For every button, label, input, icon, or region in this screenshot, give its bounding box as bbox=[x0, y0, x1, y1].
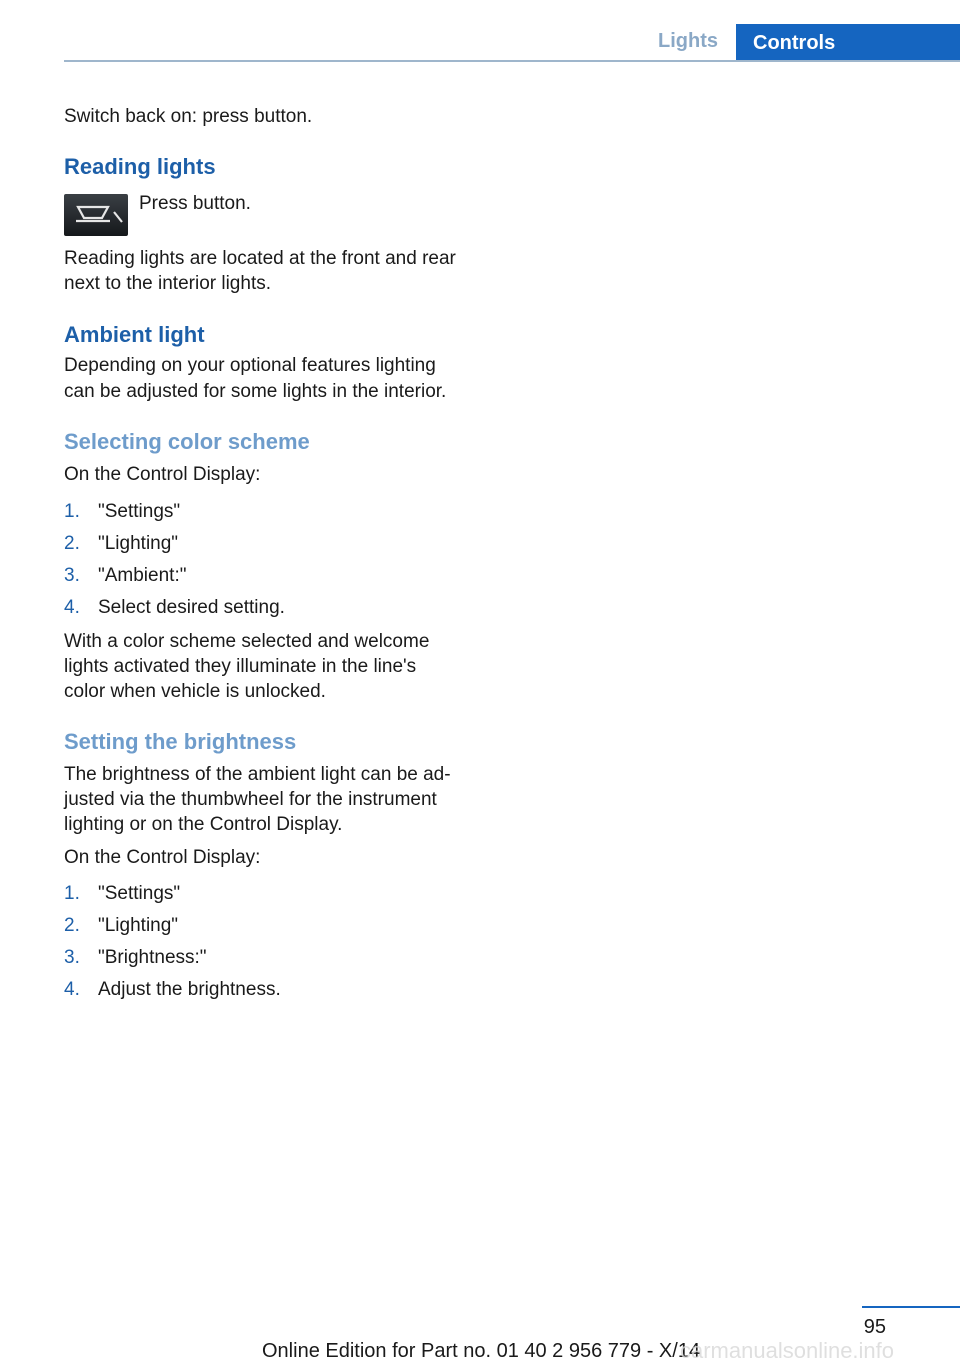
brightness-body-2: justed via the thumbwheel for the instrument bbox=[64, 789, 437, 810]
brightness-body-3: lighting or on the Control Display. bbox=[64, 814, 343, 835]
color-step-3-number: 3. bbox=[64, 565, 80, 586]
brightness-step-4-text: Adjust the brightness. bbox=[98, 979, 281, 1000]
reading-lights-instruction: Press button. bbox=[139, 193, 251, 214]
color-step-2-text: "Lighting" bbox=[98, 533, 179, 554]
brightness-step-1-text: "Settings" bbox=[98, 883, 181, 904]
color-scheme-heading: Selecting color scheme bbox=[64, 429, 310, 454]
reading-lights-body-2: next to the interior lights. bbox=[64, 273, 271, 294]
brightness-step-2-number: 2. bbox=[64, 915, 80, 936]
reading-lights-heading: Reading lights bbox=[64, 154, 216, 179]
ambient-light-heading: Ambient light bbox=[64, 322, 205, 347]
color-scheme-intro: On the Control Display: bbox=[64, 464, 261, 485]
color-step-4-number: 4. bbox=[64, 597, 80, 618]
color-step-1-text: "Settings" bbox=[98, 501, 181, 522]
color-scheme-note-2: lights activated they illuminate in the line's bbox=[64, 656, 417, 677]
color-step-3-text: "Ambient:" bbox=[98, 565, 187, 586]
brightness-step-3-number: 3. bbox=[64, 947, 80, 968]
color-step-1-number: 1. bbox=[64, 501, 80, 522]
color-step-4-text: Select desired setting. bbox=[98, 597, 285, 618]
brightness-step-2-text: "Lighting" bbox=[98, 915, 179, 936]
page-number: 95 bbox=[863, 1316, 886, 1338]
ambient-light-body-1: Depending on your optional features lighting bbox=[64, 355, 436, 376]
brightness-step-3-text: "Brightness:" bbox=[98, 947, 207, 968]
brightness-heading: Setting the brightness bbox=[64, 729, 297, 754]
brightness-step-4-number: 4. bbox=[64, 979, 80, 1000]
reading-light-icon bbox=[64, 194, 128, 236]
header-rule bbox=[64, 60, 960, 62]
edition-footer: Online Edition for Part no. 01 40 2 956 779 - X/14 bbox=[262, 1340, 701, 1362]
brightness-body-1: The brightness of the ambient light can be ad‐ bbox=[64, 764, 451, 785]
ambient-light-body-2: can be adjusted for some lights in the interior. bbox=[64, 381, 447, 402]
brightness-intro: On the Control Display: bbox=[64, 847, 261, 868]
switch-back-on-text: Switch back on: press button. bbox=[64, 106, 313, 127]
color-scheme-note-3: color when vehicle is unlocked. bbox=[64, 681, 326, 702]
header-chapter-tab: Controls bbox=[736, 24, 960, 62]
color-step-2-number: 2. bbox=[64, 533, 80, 554]
watermark: carmanualsonline.info bbox=[680, 1338, 895, 1363]
header-section-label: Lights bbox=[658, 30, 718, 52]
color-scheme-note-1: With a color scheme selected and welcome bbox=[64, 631, 430, 652]
reading-lights-body-1: Reading lights are located at the front and rear bbox=[64, 248, 456, 269]
footer-rule bbox=[862, 1306, 960, 1308]
brightness-step-1-number: 1. bbox=[64, 883, 80, 904]
